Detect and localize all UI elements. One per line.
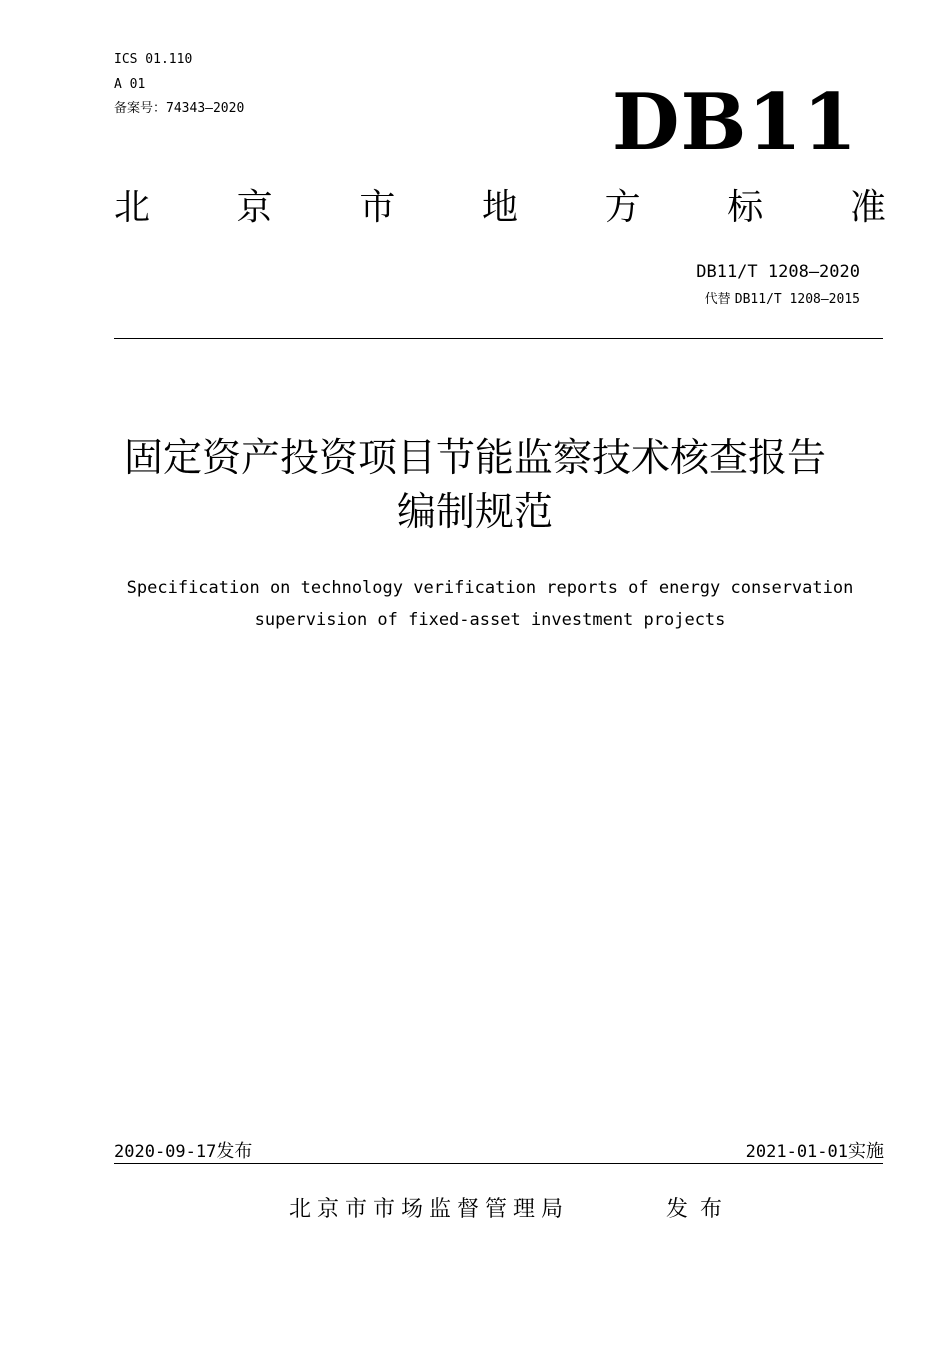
standard-type (114, 186, 886, 230)
ccs-code: A 01 (114, 77, 146, 92)
english-title-line: Specification on technology verification reports of energy conservation (126, 578, 854, 598)
english-title (0, 572, 950, 636)
replaces-number: DB11/T 1208—2015 (734, 292, 860, 307)
replaces-standard (705, 292, 860, 308)
bottom-divider (114, 1163, 883, 1164)
standard-type-char: 地 (481, 187, 518, 228)
standard-type-char: 标 (727, 187, 764, 228)
implementation-date-label: 实施 (848, 1141, 884, 1162)
document-title (0, 432, 950, 540)
replaces-label: 代替 (704, 292, 731, 307)
standard-number: DB11/T 1208—2020 (696, 262, 860, 282)
issue-date (114, 1140, 252, 1164)
issue-date-value: 2020-09-17 (114, 1142, 217, 1162)
issuing-authority: 北京市市场监督管理局 (289, 1197, 570, 1222)
standard-type-char: 市 (359, 187, 396, 228)
standard-type-char: 准 (849, 187, 886, 228)
implementation-date-value: 2021-01-01 (745, 1142, 848, 1162)
standard-type-char: 北 (114, 187, 151, 228)
filing-label: 备案号： (114, 101, 167, 116)
top-divider (114, 338, 883, 339)
ics-code: ICS 01.110 (114, 52, 193, 67)
filing-number-value: 74343—2020 (166, 101, 245, 116)
db11-logo: DB11 (611, 77, 858, 168)
filing-number (114, 101, 244, 117)
standard-type-char: 京 (236, 187, 273, 228)
title-line: 固定资产投资项目节能监察技术核查报告 (123, 436, 826, 481)
title-line: 编制规范 (396, 490, 553, 535)
english-title-line: supervision of fixed-asset investment projects (254, 610, 726, 630)
standard-type-char: 方 (604, 187, 641, 228)
issue-action: 发布 (666, 1197, 735, 1222)
implementation-date (746, 1140, 884, 1164)
issue-date-label: 发布 (216, 1141, 253, 1162)
